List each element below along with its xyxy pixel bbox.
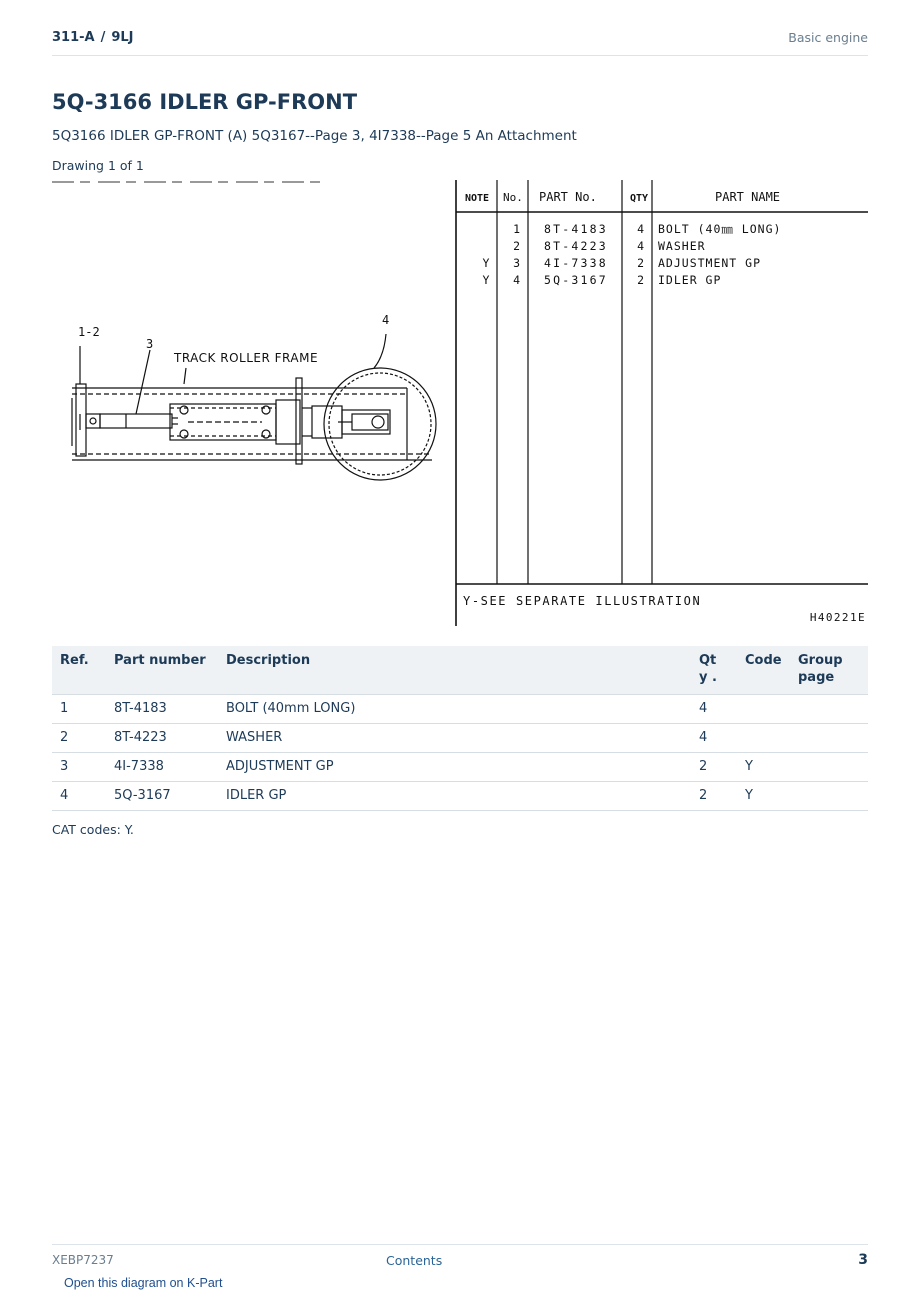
cat-codes-note: CAT codes: Y. — [52, 822, 134, 837]
row-qty: 2 — [691, 781, 737, 810]
row-description: ADJUSTMENT GP — [218, 752, 691, 781]
scan-table-rows — [483, 222, 782, 287]
group-page-header-label: Group page — [798, 653, 843, 685]
scan-row-name: IDLER GP — [658, 273, 722, 287]
row-description: IDLER GP — [218, 781, 691, 810]
row-group-page — [790, 723, 868, 752]
drawing-counter: Drawing 1 of 1 — [52, 158, 144, 173]
row-code — [737, 723, 790, 752]
track-roller-frame-label: TRACK ROLLER FRAME — [174, 351, 319, 365]
table-row — [52, 723, 868, 752]
row-ref: 3 — [52, 752, 106, 781]
callout-3: 3 — [146, 337, 154, 351]
row-qty: 4 — [691, 694, 737, 723]
scan-row-name: BOLT (40㎜ LONG) — [658, 222, 782, 236]
callout-4: 4 — [382, 313, 390, 327]
scan-row-qty: 2 — [637, 273, 644, 287]
table-row — [52, 752, 868, 781]
serial-prefix-label: 9LJ — [111, 30, 134, 45]
page-number: 3 — [858, 1252, 868, 1268]
scan-row-no: 4 — [513, 273, 520, 287]
row-part-number: 8T-4223 — [106, 723, 218, 752]
open-in-kpart-link[interactable]: Open this diagram on K-Part — [64, 1276, 223, 1290]
column-header-description: Description — [218, 646, 691, 694]
row-group-page — [790, 694, 868, 723]
page-subtitle: 5Q3166 IDLER GP-FRONT (A) 5Q3167--Page 3, 4I7338--Page 5 An Attachment — [52, 128, 577, 144]
table-row — [52, 694, 868, 723]
scan-row-part: 5Q-3167 — [544, 273, 608, 287]
footer-divider — [52, 1244, 868, 1245]
scan-row-qty: 2 — [637, 256, 644, 270]
document-id: XEBP7237 — [52, 1253, 114, 1267]
column-header-qty — [691, 646, 737, 694]
scan-row-qty: 4 — [637, 239, 644, 253]
contents-link[interactable]: Contents — [386, 1253, 443, 1268]
table-row — [52, 781, 868, 810]
parts-table-header-row — [52, 646, 868, 694]
scan-header-qty: QTY — [630, 193, 649, 204]
row-part-number: 8T-4183 — [106, 694, 218, 723]
scan-header-no: No. — [503, 191, 523, 204]
row-ref: 1 — [52, 694, 106, 723]
row-code: Y — [737, 781, 790, 810]
row-ref: 2 — [52, 723, 106, 752]
section-name: Basic engine — [788, 30, 868, 45]
row-group-page — [790, 752, 868, 781]
qty-header-label: Qty . — [699, 653, 717, 685]
row-description: BOLT (40mm LONG) — [218, 694, 691, 723]
scan-header-note: NOTE — [465, 193, 490, 204]
scan-footnote: Y-SEE SEPARATE ILLUSTRATION — [463, 594, 702, 608]
column-header-group-page — [790, 646, 868, 694]
parts-table — [52, 646, 868, 811]
row-group-page — [790, 781, 868, 810]
parts-drawing — [52, 178, 868, 630]
scan-row-no: 1 — [513, 222, 520, 236]
scan-row-note: Y — [482, 256, 490, 270]
column-header-code: Code — [737, 646, 790, 694]
scan-row-name: ADJUSTMENT GP — [658, 256, 762, 270]
page-header — [52, 28, 868, 56]
row-part-number: 5Q-3167 — [106, 781, 218, 810]
breadcrumb — [52, 30, 134, 45]
column-header-part-number: Part number — [106, 646, 218, 694]
scan-row-note: Y — [482, 273, 490, 287]
scan-row-part: 4I-7338 — [544, 256, 608, 270]
callout-1-2: 1-2 — [78, 325, 100, 339]
drawing-code: H40221E — [809, 611, 866, 624]
scan-header-part-no: PART No. — [539, 190, 597, 204]
scan-row-no: 3 — [513, 256, 520, 270]
breadcrumb-separator: / — [100, 30, 106, 45]
row-qty: 4 — [691, 723, 737, 752]
column-header-ref: Ref. — [52, 646, 106, 694]
scan-row-qty: 4 — [637, 222, 644, 236]
scan-row-part: 8T-4183 — [544, 222, 608, 236]
row-part-number: 4I-7338 — [106, 752, 218, 781]
model-label: 311-A — [52, 30, 95, 45]
row-qty: 2 — [691, 752, 737, 781]
page-title: 5Q-3166 IDLER GP-FRONT — [52, 90, 358, 114]
row-code: Y — [737, 752, 790, 781]
scan-header-part-name: PART NAME — [715, 190, 781, 204]
scan-row-name: WASHER — [658, 239, 706, 253]
row-ref: 4 — [52, 781, 106, 810]
scan-row-part: 8T-4223 — [544, 239, 608, 253]
row-code — [737, 694, 790, 723]
scan-row-no: 2 — [513, 239, 520, 253]
row-description: WASHER — [218, 723, 691, 752]
